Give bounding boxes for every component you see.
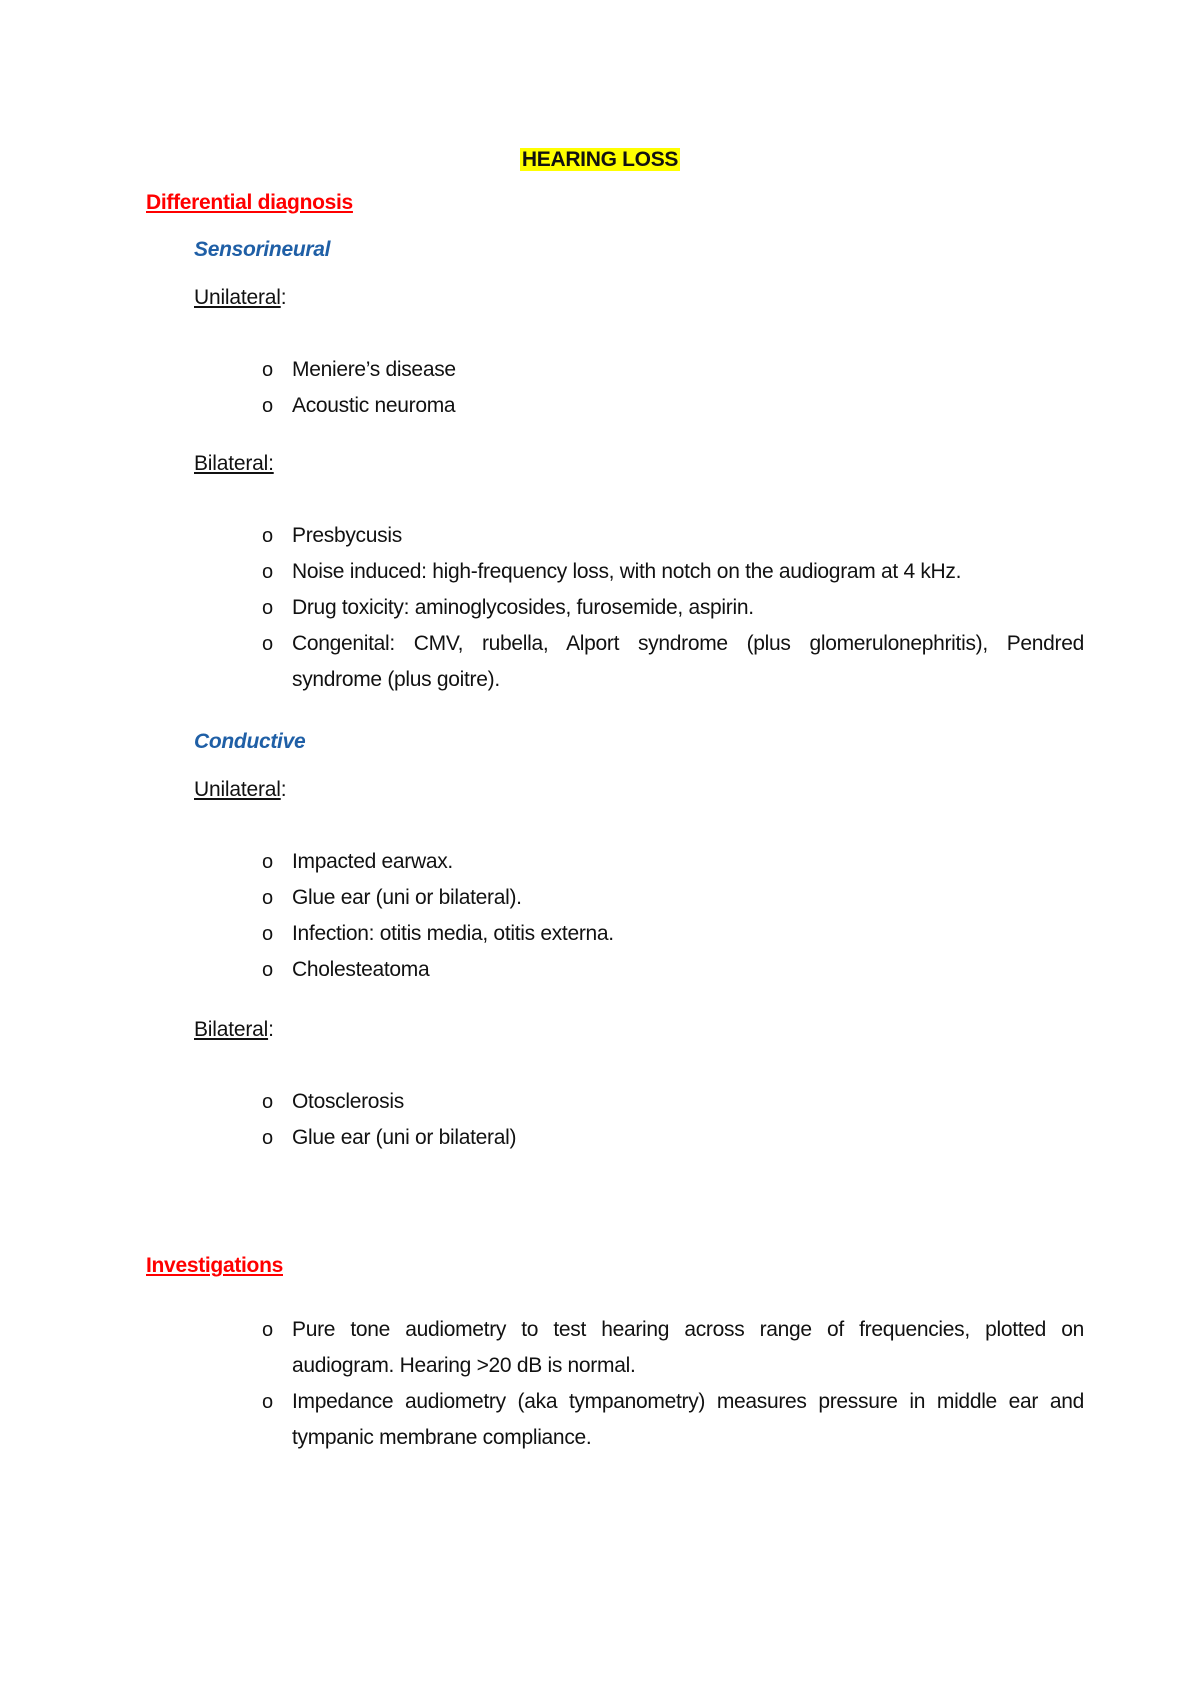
title-row	[0, 148, 1200, 172]
bullet-icon: o	[262, 1091, 273, 1113]
list-item	[0, 1120, 1200, 1156]
bullet-icon: o	[262, 959, 273, 981]
sensorineural-bilateral-list	[0, 518, 1200, 698]
investigations-list	[0, 1312, 1200, 1456]
list-item-text: Impedance audiometry (aka tympanometry) measures pressure in middle ear and tympanic membrane compliance.	[292, 1390, 1084, 1449]
sensorineural-unilateral-text: Unilateral	[194, 286, 281, 309]
sensorineural-bilateral-label	[194, 452, 274, 476]
bullet-icon: o	[262, 395, 273, 417]
differential-diagnosis-heading: Differential diagnosis	[146, 191, 353, 214]
list-item-text: Cholesteatoma	[292, 958, 430, 981]
conductive-unilateral-label	[194, 778, 286, 802]
bullet-icon: o	[262, 851, 273, 873]
bullet-icon: o	[262, 1319, 273, 1341]
conductive-heading: Conductive	[194, 730, 306, 753]
bullet-icon: o	[262, 359, 273, 381]
list-item	[0, 554, 1200, 590]
bullet-icon: o	[262, 633, 273, 655]
list-item-text: Otosclerosis	[292, 1090, 404, 1113]
list-item	[0, 352, 1200, 388]
list-item-text: Noise induced: high-frequency loss, with notch on the audiogram at 4 kHz.	[292, 560, 962, 583]
list-item-text: Acoustic neuroma	[292, 394, 456, 417]
list-item-text: Pure tone audiometry to test hearing across range of frequencies, plotted on audiogram. Hearing >20 dB is normal.	[292, 1318, 1084, 1377]
list-item-text: Impacted earwax.	[292, 850, 453, 873]
bullet-icon: o	[262, 1127, 273, 1149]
sensorineural-unilateral-list	[0, 352, 1200, 424]
sensorineural-unilateral-colon: :	[280, 286, 287, 309]
conductive-unilateral-list	[0, 844, 1200, 988]
list-item	[0, 388, 1200, 424]
list-item-text: Congenital: CMV, rubella, Alport syndrome (plus glomerulonephritis), Pendred syndrome (plus goitre).	[292, 632, 1084, 691]
list-item	[0, 880, 1200, 916]
list-item-text: Meniere’s disease	[292, 358, 456, 381]
list-item-text: Drug toxicity: aminoglycosides, furosemide, aspirin.	[292, 596, 754, 619]
bullet-icon: o	[262, 887, 273, 909]
sensorineural-heading: Sensorineural	[194, 238, 331, 261]
bullet-icon: o	[262, 561, 273, 583]
list-item	[0, 1384, 1200, 1456]
conductive-bilateral-label	[194, 1018, 274, 1042]
list-item	[0, 952, 1200, 988]
bullet-icon: o	[262, 525, 273, 547]
list-item	[0, 1084, 1200, 1120]
list-item	[0, 518, 1200, 554]
list-item	[0, 844, 1200, 880]
bullet-icon: o	[262, 597, 273, 619]
page-title: HEARING LOSS	[521, 148, 679, 171]
bullet-icon: o	[262, 923, 273, 945]
sensorineural-unilateral-label	[194, 286, 286, 310]
sensorineural-bilateral-text: Bilateral:	[194, 452, 274, 475]
list-item-text: Presbycusis	[292, 524, 402, 547]
list-item-text: Glue ear (uni or bilateral)	[292, 1126, 517, 1149]
list-item	[0, 590, 1200, 626]
conductive-bilateral-colon: :	[268, 1018, 274, 1041]
list-item-text: Infection: otitis media, otitis externa.	[292, 922, 614, 945]
conductive-unilateral-colon: :	[280, 778, 287, 801]
conductive-bilateral-list	[0, 1084, 1200, 1156]
list-item-text: Glue ear (uni or bilateral).	[292, 886, 522, 909]
list-item	[0, 1312, 1200, 1384]
conductive-bilateral-text: Bilateral	[194, 1018, 269, 1041]
list-item	[0, 626, 1200, 698]
investigations-heading: Investigations	[146, 1254, 283, 1277]
conductive-unilateral-text: Unilateral	[194, 778, 281, 801]
list-item	[0, 916, 1200, 952]
bullet-icon: o	[262, 1391, 273, 1413]
